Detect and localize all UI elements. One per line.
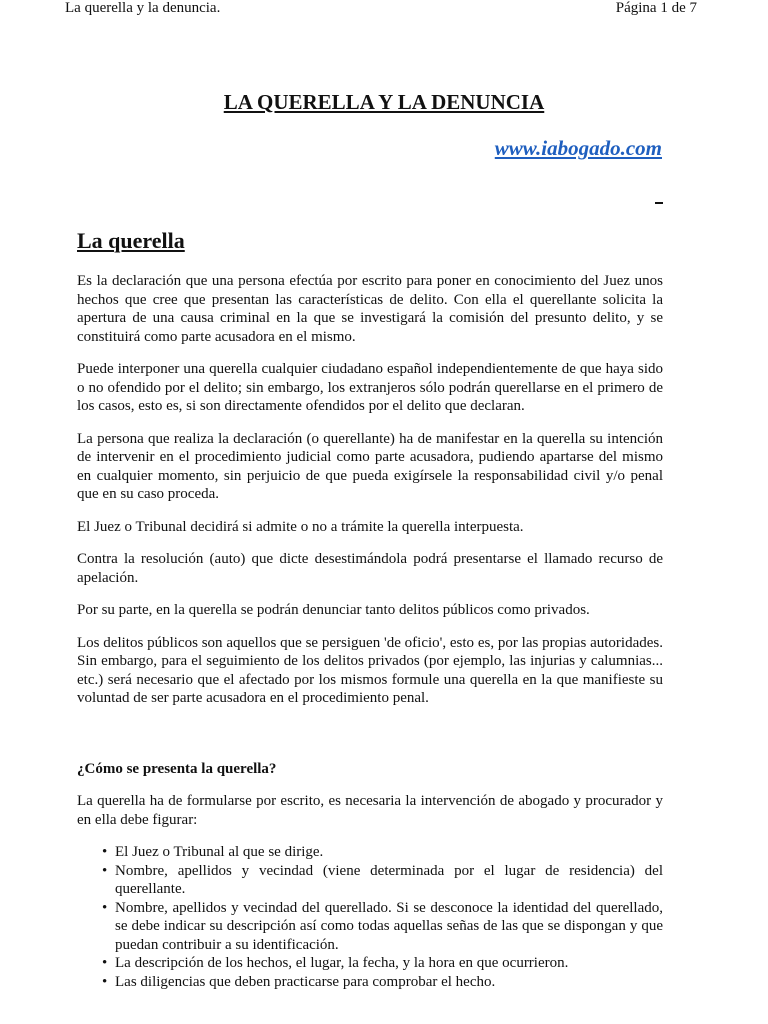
page-number: Página 1 de 7: [615, 0, 697, 16]
list-item: • Nombre, apellidos y vecindad del querellado. Si se desconoce la identidad del querellado, se debe indicar su descripción así como todas aquellas señas de las que se dispongan y que puedan contribuir a su identificación.: [115, 899, 663, 955]
dash-mark: [655, 202, 663, 204]
website-link[interactable]: www.iabogado.com: [494, 136, 662, 160]
list-item: • La descripción de los hechos, el lugar, la fecha, y la hora en que ocurrieron.: [115, 954, 663, 973]
paragraph: Puede interponer una querella cualquier ciudadano español independientemente de que haya sido o no ofendido por el delito; sin embargo, los extranjeros sólo podrán querellarse en el primero de los casos, esto es, si son directamente ofendidos por el delito que declaran.: [77, 361, 663, 414]
requirements-list: [77, 843, 663, 991]
paragraph: Los delitos públicos son aquellos que se persiguen 'de oficio', esto es, por las propias autoridades. Sin embargo, para el seguimiento de los delitos privados (por ejemplo, las injurias y calumnias... etc.) será necesario que el afectado por los mismos formule una querella en la que manifieste su voluntad de ser parte acusadora en el procedimiento penal.: [77, 634, 663, 706]
running-header-title: La querella y la denuncia.: [65, 0, 221, 16]
paragraph: Es la declaración que una persona efectúa por escrito para poner en conocimiento del Juez unos hechos que cree que presentan las características de delito. Con ella el querellante solicita la apertura de una causa criminal en la que se investigará la comisión del presunto delito, y se constituirá como parte acusadora en el mismo.: [77, 273, 663, 345]
list-intro: La querella ha de formularse por escrito, es necesaria la intervención de abogado y procurador y en ella debe figurar:: [77, 793, 663, 828]
spacer: [77, 722, 663, 760]
subheading: ¿Cómo se presenta la querella?: [77, 760, 277, 777]
list-item: • Nombre, apellidos y vecindad (viene determinada por el lugar de residencia) del querellante.: [115, 862, 663, 899]
section-heading: La querella: [77, 228, 185, 253]
paragraph: Contra la resolución (auto) que dicte desestimándola podrá presentarse el llamado recurso de apelación.: [77, 551, 663, 586]
list-item: • El Juez o Tribunal al que se dirige.: [115, 843, 663, 862]
paragraph: La persona que realiza la declaración (o querellante) ha de manifestar en la querella su intención de intervenir en el procedimiento judicial como parte acusadora, pudiendo apartarse del mismo en cualquier momento, sin perjuicio de que pueda exigírsele la responsabilidad civil y/o penal que en su caso proceda.: [77, 430, 663, 502]
list-item: • Las diligencias que deben practicarse para comprobar el hecho.: [115, 973, 663, 992]
document-body: [77, 272, 663, 991]
paragraph: El Juez o Tribunal decidirá si admite o no a trámite la querella interpuesta.: [77, 518, 524, 535]
paragraph: Por su parte, en la querella se podrán denunciar tanto delitos públicos como privados.: [77, 602, 590, 618]
document-title: LA QUERELLA Y LA DENUNCIA: [223, 90, 545, 114]
